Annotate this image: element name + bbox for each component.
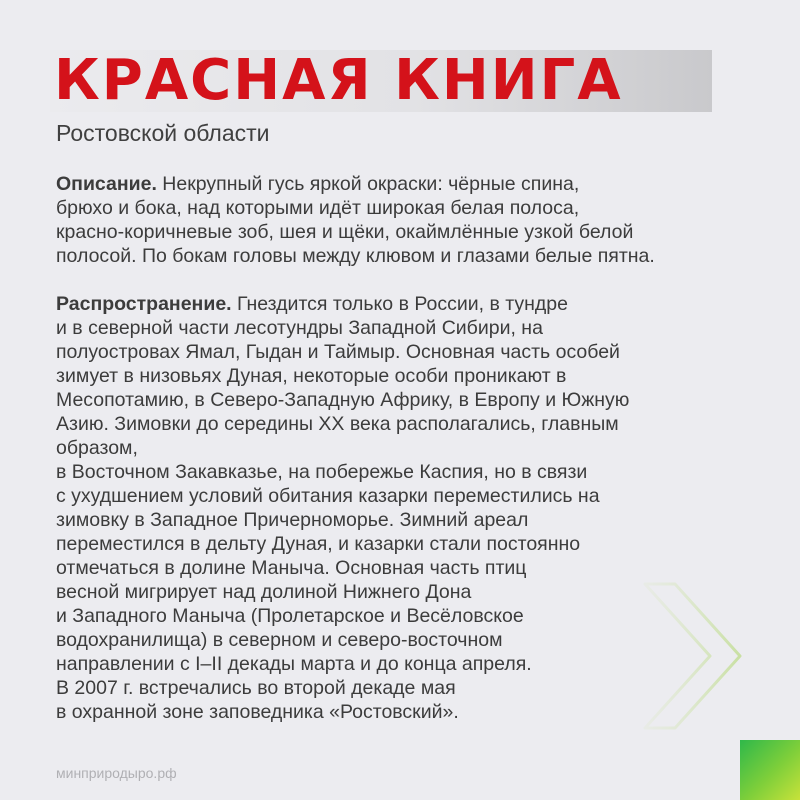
text-line: водохранилища) в северном и северо-восточном	[56, 629, 503, 651]
text-line: Месопотамию, в Северо-Западную Африку, в Европу и Южную	[56, 389, 630, 411]
text-line: в охранной зоне заповедника «Ростовский».	[56, 701, 459, 723]
text-line: образом,	[56, 437, 138, 459]
distribution-lead: Распространение.	[56, 293, 232, 315]
page-subtitle: Ростовской области	[56, 120, 270, 146]
text-line: в Восточном Закавказье, на побережье Каспия, но в связи	[56, 461, 588, 483]
text-line: В 2007 г. встречались во второй декаде мая	[56, 677, 456, 699]
text-line: переместился в дельту Дуная, и казарки стали постоянно	[56, 533, 581, 555]
text-line: полосой. По бокам головы между клювом и глазами белые пятна.	[56, 245, 655, 267]
text-line: отмечаться в долине Маныча. Основная часть птиц	[56, 557, 527, 579]
text-line: Азию. Зимовки до середины XX века располагались, главным	[56, 413, 619, 435]
chevron-decoration-icon	[560, 576, 750, 736]
text-line: и Западного Маныча (Пролетарское и Весёловское	[56, 605, 524, 627]
text-line: полуостровах Ямал, Гыдан и Таймыр. Основная часть особей	[56, 341, 620, 363]
text-line: зимовку в Западное Причерноморье. Зимний ареал	[56, 509, 529, 531]
text-line: с ухудшением условий обитания казарки переместились на	[56, 485, 600, 507]
text-line: весной мигрирует над долиной Нижнего Дона	[56, 581, 472, 603]
description-lead: Описание.	[56, 173, 157, 195]
description-paragraph	[56, 172, 776, 268]
text-line: и в северной части лесотундры Западной Сибири, на	[56, 317, 543, 339]
footer-site-link[interactable]: минприродыро.рф	[56, 765, 177, 781]
text-line: Описание. Некрупный гусь яркой окраски: чёрные спина,	[56, 173, 580, 195]
corner-accent-square	[740, 740, 800, 800]
text-line: брюхо и бока, над которыми идёт широкая белая полоса,	[56, 197, 580, 219]
text-line: направлении с I–II декады марта и до конца апреля.	[56, 653, 532, 675]
text-line: красно-коричневые зоб, шея и щёки, окаймлённые узкой белой	[56, 221, 634, 243]
page-title: КРАСНАЯ КНИГА	[54, 48, 623, 113]
text-line: зимует в низовьях Дуная, некоторые особи проникают в	[56, 365, 567, 387]
text-line: Распространение. Гнездится только в России, в тундре	[56, 293, 568, 315]
